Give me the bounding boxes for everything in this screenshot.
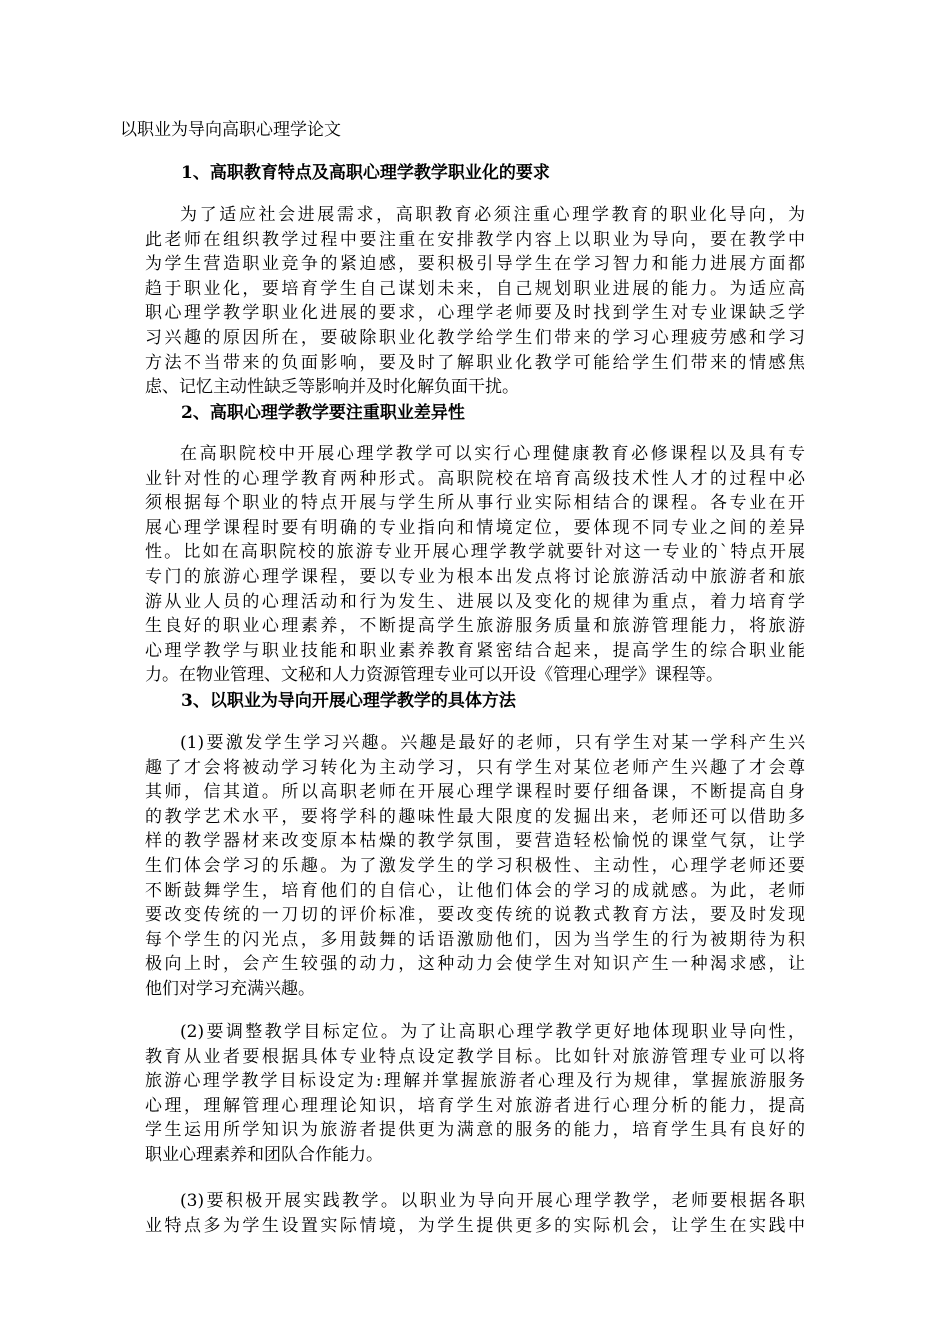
paragraph-line: 虑、记忆主动性缺乏等影响并及时化解负面干扰。	[145, 377, 519, 398]
paragraph-line: 教育从业者要根据具体专业特点设定教学目标。比如针对旅游管理专业可以将	[145, 1046, 805, 1067]
paragraph-line: 趋于职业化，要培育学生自己谋划未来，自己规划职业进展的能力。为适应高	[145, 278, 805, 299]
paragraph-line: 其师，信其道。所以高职老师在开展心理学课程时要仔细备课，不断提高自身	[145, 782, 805, 803]
paragraph-3-1	[145, 731, 805, 1002]
paragraph-line: 职业心理素养和团队合作能力。	[145, 1144, 383, 1165]
paragraph-line: 性。比如在高职院校的旅游专业开展心理学教学就要针对这一专业的`特点开展	[145, 542, 805, 563]
section-heading-1: 1、高职教育特点及高职心理学教学职业化的要求	[181, 163, 550, 183]
paragraph-3-3	[145, 1189, 805, 1238]
paragraph-line: 习兴趣的原因所在，要破除职业化教学给学生们带来的学习心理疲劳感和学习	[145, 327, 805, 348]
paragraph-line: 为了适应社会进展需求，高职教育必须注重心理学教育的职业化导向，为	[180, 205, 805, 225]
paragraph-2-1	[145, 442, 805, 688]
paragraph-line: 趣了才会将被动学习转化为主动学习，只有学生对某位老师产生兴趣了才会尊	[145, 757, 805, 778]
paragraph-line: 极向上时，会产生较强的动力，这种动力会使学生对知识产生一种渴求感，让	[145, 954, 805, 975]
paragraph-line: 心理，理解管理心理理论知识，培育学生对旅游者进行心理分析的能力，提高	[145, 1095, 805, 1116]
paragraph-line: (3)要积极开展实践教学。以职业为导向开展心理学教学，老师要根据各职	[180, 1191, 805, 1211]
paragraph-line: (1)要激发学生学习兴趣。兴趣是最好的老师，只有学生对某一学科产生兴	[180, 733, 805, 753]
paragraph-line: 展心理学课程时要有明确的专业指向和情境定位，要体现不同专业之间的差异	[145, 517, 805, 538]
paragraph-1-1	[145, 203, 805, 400]
paragraph-3-2	[145, 1020, 805, 1168]
paragraph-line: 生们体会学习的乐趣。为了激发学生的学习积极性、主动性，心理学老师还要	[145, 855, 805, 876]
paragraph-line: 学生运用所学知识为旅游者提供更为满意的服务的能力，培育学生具有良好的	[145, 1120, 805, 1141]
paragraph-line: 为学生营造职业竞争的紧迫感，要积极引导学生在学习智力和能力进展方面都	[145, 254, 805, 275]
paragraph-line: 此老师在组织教学过程中要注重在安排教学内容上以职业为导向，要在教学中	[145, 229, 805, 250]
paragraph-line: (2)要调整教学目标定位。为了让高职心理学教学更好地体现职业导向性，	[180, 1022, 805, 1042]
paragraph-line: 心理学教学与职业技能和职业素养教育紧密结合起来，提高学生的综合职业能	[145, 640, 805, 661]
paragraph-line: 不断鼓舞学生，培育他们的自信心，让他们体会的学习的成就感。为此，老师	[145, 880, 805, 901]
paragraph-line: 旅游心理学教学目标设定为:理解并掌握旅游者心理及行为规律，掌握旅游服务	[145, 1071, 805, 1092]
paragraph-line: 力。在物业管理、文秘和人力资源管理专业可以开设《管理心理学》课程等。	[145, 665, 723, 686]
paragraph-line: 专门的旅游心理学课程，要以专业为根本出发点将讨论旅游活动中旅游者和旅	[145, 566, 805, 587]
paragraph-line: 须根据每个职业的特点开展与学生所从事行业实际相结合的课程。各专业在开	[145, 493, 805, 514]
section-heading-3: 3、以职业为导向开展心理学教学的具体方法	[181, 691, 516, 711]
paragraph-line: 方法不当带来的负面影响，要及时了解职业化教学可能给学生们带来的情感焦	[145, 352, 805, 373]
paragraph-line: 业针对性的心理学教育两种形式。高职院校在培育高级技术性人才的过程中必	[145, 468, 805, 489]
paragraph-line: 业特点多为学生设置实际情境，为学生提供更多的实际机会，让学生在实践中	[145, 1215, 805, 1236]
document-title: 以职业为导向高职心理学论文	[120, 120, 341, 140]
paragraph-line: 的教学艺术水平，要将学科的趣味性最大限度的发掘出来，老师还可以借助多	[145, 806, 805, 827]
paragraph-line: 生良好的职业心理素养，不断提高学生旅游服务质量和旅游管理能力，将旅游	[145, 616, 805, 637]
paragraph-line: 每个学生的闪光点，多用鼓舞的话语激励他们，因为当学生的行为被期待为积	[145, 929, 805, 950]
paragraph-line: 样的教学器材来改变原本枯燥的教学氛围，要营造轻松愉悦的课堂气氛，让学	[145, 831, 805, 852]
paragraph-line: 要改变传统的一刀切的评价标准，要改变传统的说教式教育方法，要及时发现	[145, 905, 805, 926]
paragraph-line: 职心理学教学职业化进展的要求，心理学老师要及时找到学生对专业课缺乏学	[145, 303, 805, 324]
paragraph-line: 他们对学习充满兴趣。	[145, 978, 315, 999]
paragraph-line: 游从业人员的心理活动和行为发生、进展以及变化的规律为重点，着力培育学	[145, 591, 805, 612]
section-heading-2: 2、高职心理学教学要注重职业差异性	[181, 403, 465, 423]
paragraph-line: 在高职院校中开展心理学教学可以实行心理健康教育必修课程以及具有专	[180, 444, 805, 464]
